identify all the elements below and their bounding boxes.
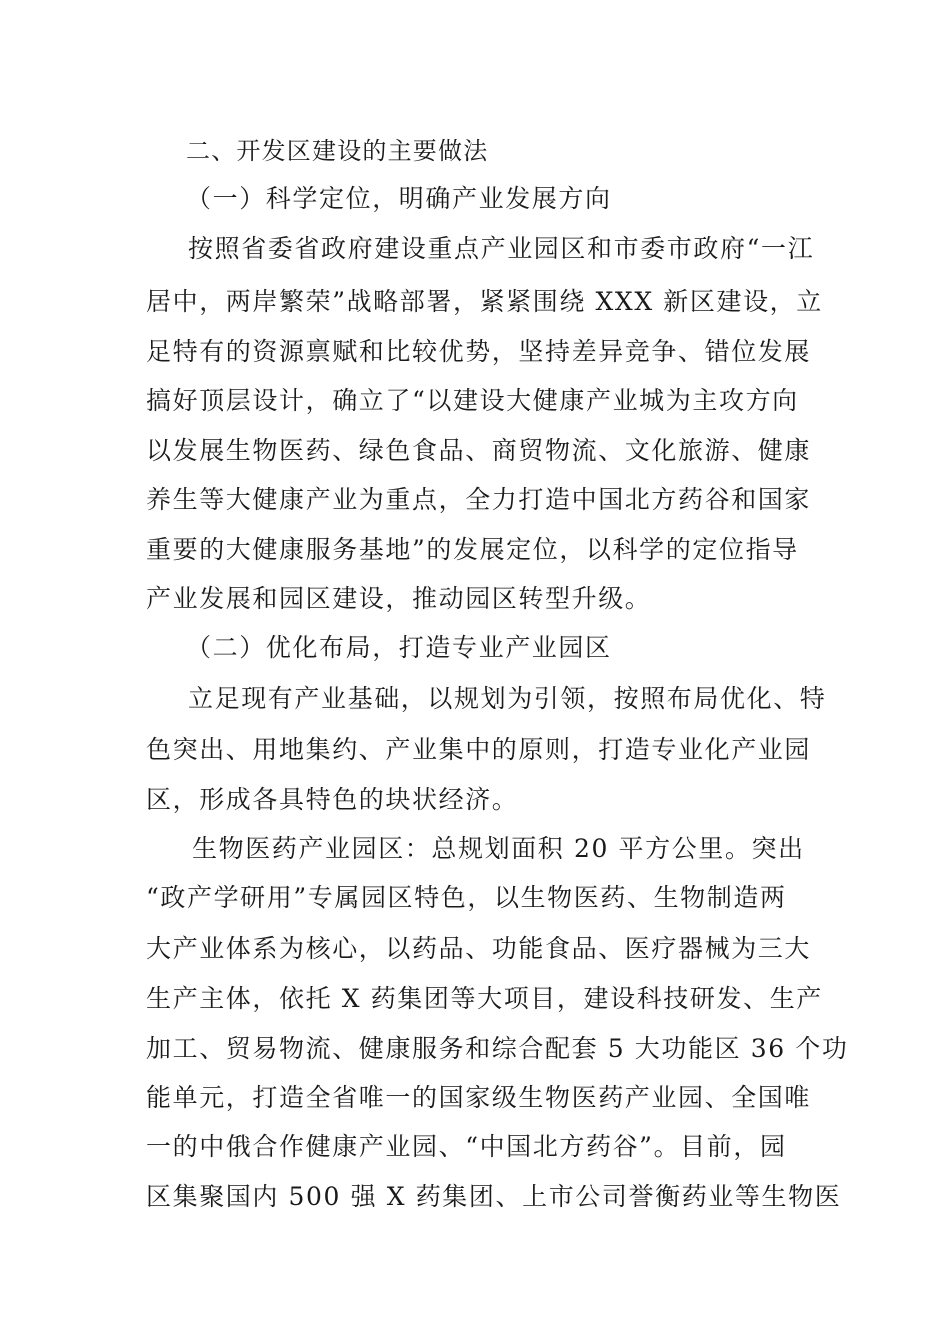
subsection-title-2: （二）优化布局，打造专业产业园区 (186, 633, 612, 662)
paragraph-line: 生产主体，依托 X 药集团等大项目，建设科技研发、生产 (146, 984, 823, 1013)
paragraph-line: 生物医药产业园区：总规划面积 20 平方公里。突出 (192, 834, 805, 863)
paragraph-line: 按照省委省政府建设重点产业园区和市委市政府“一江 (188, 234, 815, 263)
paragraph-line: 区，形成各具特色的块状经济。 (146, 785, 519, 814)
paragraph-line: 重要的大健康服务基地”的发展定位，以科学的定位指导 (146, 535, 799, 564)
paragraph-line: 立足现有产业基础，以规划为引领，按照布局优化、特 (188, 684, 827, 713)
paragraph-line: 产业发展和园区建设，推动园区转型升级。 (146, 584, 652, 613)
paragraph-line: 大产业体系为核心，以药品、功能食品、医疗器械为三大 (146, 934, 812, 963)
paragraph-line: 居中，两岸繁荣”战略部署，紧紧围绕 XXX 新区建设，立 (146, 287, 823, 316)
paragraph-line: 一的中俄合作健康产业园、“中国北方药谷”。目前，园 (146, 1132, 787, 1161)
paragraph-line: 能单元，打造全省唯一的国家级生物医药产业园、全国唯 (146, 1083, 812, 1112)
section-heading: 二、开发区建设的主要做法 (186, 137, 489, 165)
paragraph-line: 区集聚国内 500 强 X 药集团、上市公司誉衡药业等生物医 (146, 1182, 842, 1211)
paragraph-line: 以发展生物医药、绿色食品、商贸物流、文化旅游、健康 (146, 436, 812, 465)
subsection-title-1: （一）科学定位，明确产业发展方向 (186, 184, 612, 213)
paragraph-line: 足特有的资源禀赋和比较优势，坚持差异竞争、错位发展 (146, 337, 812, 366)
paragraph-line: 养生等大健康产业为重点，全力打造中国北方药谷和国家 (146, 485, 812, 514)
paragraph-line: 色突出、用地集约、产业集中的原则，打造专业化产业园 (146, 735, 812, 764)
paragraph-line: 搞好顶层设计，确立了“以建设大健康产业城为主攻方向 (146, 386, 799, 415)
paragraph-line: “政产学研用”专属园区特色，以生物医药、生物制造两 (146, 883, 787, 912)
paragraph-line: 加工、贸易物流、健康服务和综合配套 5 大功能区 36 个功 (146, 1034, 849, 1063)
